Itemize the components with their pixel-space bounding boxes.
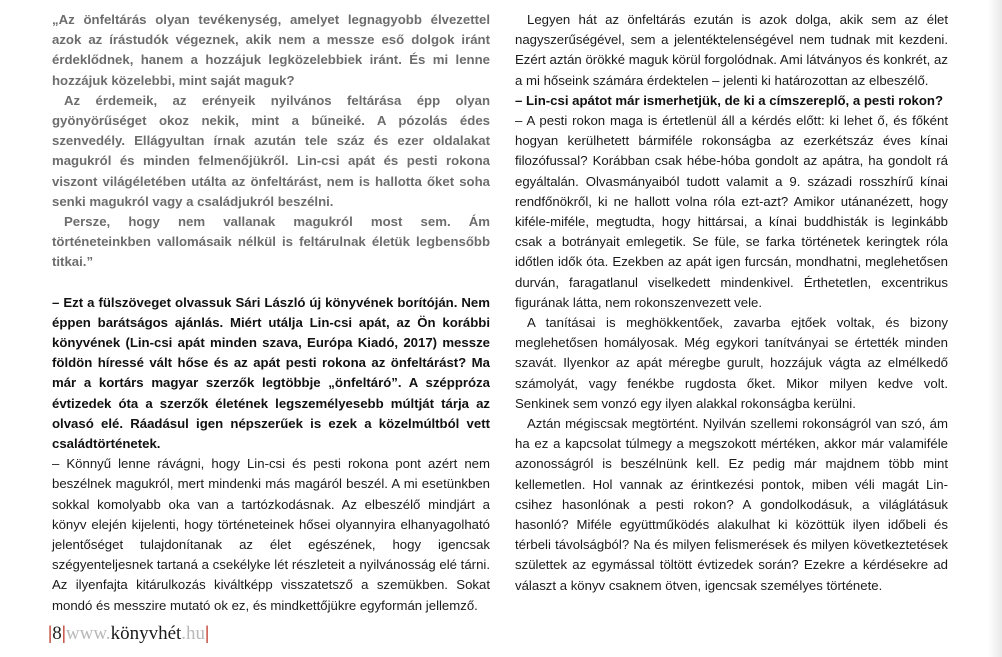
spacer bbox=[52, 273, 490, 293]
interview-question-1: – Ezt a fülszöveget olvassuk Sári László új könyvének borítóján. Nem éppen barátságos ajánlás. Miért utálja Lin-csi apát, az Ön korábbi könyvének (Lin-csi apát minden szava, Európa Kiadó, 2017) messze földön híressé vált hőse és az apát pesti rokona az önfeltárást? Ma már a kortárs magyar szerzők legtöbbje „önfeltáró”. A széppróza évtizedek óta a szerzők életének legszemélyesebb múltját tárja az olvasó elé. Ráadásul igen népszerűek is ezek a közelmúltból vett családtörténetek. bbox=[52, 294, 490, 452]
interview-question-2: – Lin-csi apátot már ismerhetjük, de ki a címszereplő, a pesti rokon? bbox=[515, 92, 943, 108]
quote-paragraph-3: Persze, hogy nem vallanak magukról most sem. Ám történeteinkben vallomásaik nélkül is feltárulnak életük legbensőbb titkai.” bbox=[52, 214, 490, 270]
blurb-quote bbox=[52, 10, 490, 273]
right-column bbox=[515, 10, 948, 596]
page-edge-shadow bbox=[988, 0, 1002, 657]
answer-paragraph-4: Aztán mégiscsak megtörtént. Nyilván szellemi rokonságról van szó, ám ha ez a kapcsolat túlmegy a megszokott mértéken, akkor már valamiféle azonosságról is beszélnünk kell. Ez pedig már majdnem több mint kellemetlen. Hol vannak az érintkezési pontok, miben véli magát Lin-csihez hasonlónak a pesti rokon? A gondolkodásuk, a világlátásuk hasonló? Miféle együttműködés alakulhat ki közöttük ilyen időbeli és térbeli távolságból? Na és milyen felismerések és milyen következtetések születtek az egymással töltött évtizedek során? Ezekre a kérdésekre ad választ a könyv csaknem ötven, igencsak személyes története. bbox=[515, 416, 948, 593]
page-footer bbox=[48, 623, 209, 645]
footer-brand-name: könyvhét bbox=[110, 623, 182, 644]
quote-paragraph-2: Az érdemeik, az erényeik nyilvános feltárása épp olyan gyönyörűséget okoz nekik, mint a bűneiké. A pózolás édes szenvedély. Ellágyultan írnak azután tele száz és ezer oldalakat magukról és minden felmenőjükről. Lin-csi apát és pesti rokona viszont világéletében utálta az önfeltárást, nem is hallotta őket soha senki magukról vagy a családjukról beszélni. bbox=[52, 92, 490, 209]
page-number: 8 bbox=[52, 623, 62, 644]
interview-answer-1: – Könnyű lenne rávágni, hogy Lin-csi és pesti rokona pont azért nem beszélnek magukról, mert mindenki más magáról beszél. A mi esetünkben sokkal komolyabb oka van a tartózkodásnak. Az elbeszélő mindjárt a könyv elején kijelenti, hogy történeteinek hősei olyannyira elhanyagolható jelentőséget tulajdonítanak az élet egészének, hogy igencsak szégyenteljesnek tartaná a csekélyke lét részleteit a nyilvánosság elé tárni. Az ilyenfajta kitárulkozás kiváltképp visszatetsző a szemükben. Sokat mondó és messzire mutató ok ez, és mindkettőjükre egyformán jellemző. bbox=[52, 456, 490, 613]
footer-divider: | bbox=[205, 623, 210, 644]
quote-paragraph-1: „Az önfeltárás olyan tevékenység, amelyet legnagyobb élvezettel azok az írástudók végeznek, akik nem a messze eső dolgok iránt érdeklődnek, hanem a hozzájuk legközelebbiek iránt. És mi lenne hozzájuk közelebbi, mint saját maguk? bbox=[52, 12, 490, 88]
left-column bbox=[52, 10, 490, 616]
footer-divider: | bbox=[61, 623, 66, 644]
interview-answer-2: – A pesti rokon maga is értetlenül áll a kérdés előtt: ki lehet ő, és főként hogyan kerülhetett bármiféle rokonságba az ezerkétszáz éves kínai filozófussal? Korábban csak hébe-hóba gondolt az apátra, ha gondolt rá egyáltalán. Olvasmányaiból tudott valamit a 9. századi rosszhírű kínai rendfőnökről, ki ne hallott volna róla ezt-azt? Amikor utánanézett, hogy kiféle-miféle, megtudta, hogy hittársai, a kínai buddhisták is leginkább csak a botrányait emlegetik. Se füle, se farka történetek keringtek róla időtlen idők óta. Ezekben az apát igen furcsán, mondhatni, meglehetősen durván, faragatlanul viselkedett mindenkivel. Érthetetlen, excentrikus figurának látta, nem rokonszenvezett vele. bbox=[515, 113, 948, 310]
footer-divider: | bbox=[48, 623, 53, 644]
footer-url-prefix: www. bbox=[65, 623, 111, 644]
answer-paragraph-3: A tanításai is meghökkentőek, zavarba ejtőek voltak, és bizony meglehetősen homályosak. Még egykori tanítványai se értették minden szavát. Ilyenkor az apát méregbe gurult, hozzájuk vágta az elmélkedő számolyát, vagy fenékbe rugdosta őket. Mikor milyen kedve volt. Senkinek sem vonzó egy ilyen alakkal rokonságba kerülni. bbox=[515, 315, 948, 411]
answer-paragraph-continued: Legyen hát az önfeltárás ezután is azok dolga, akik sem az élet nagyszerűségével, sem a jelentéktelenségével nem tudnak mit kezdeni. Ezért aztán örökké maguk körül forgolódnak. Ami látványos és konkrét, az a mi hőseink számára érdektelen – jelenti ki határozottan az elbeszélő. bbox=[515, 12, 948, 88]
footer-url-tld: .hu bbox=[181, 623, 206, 644]
